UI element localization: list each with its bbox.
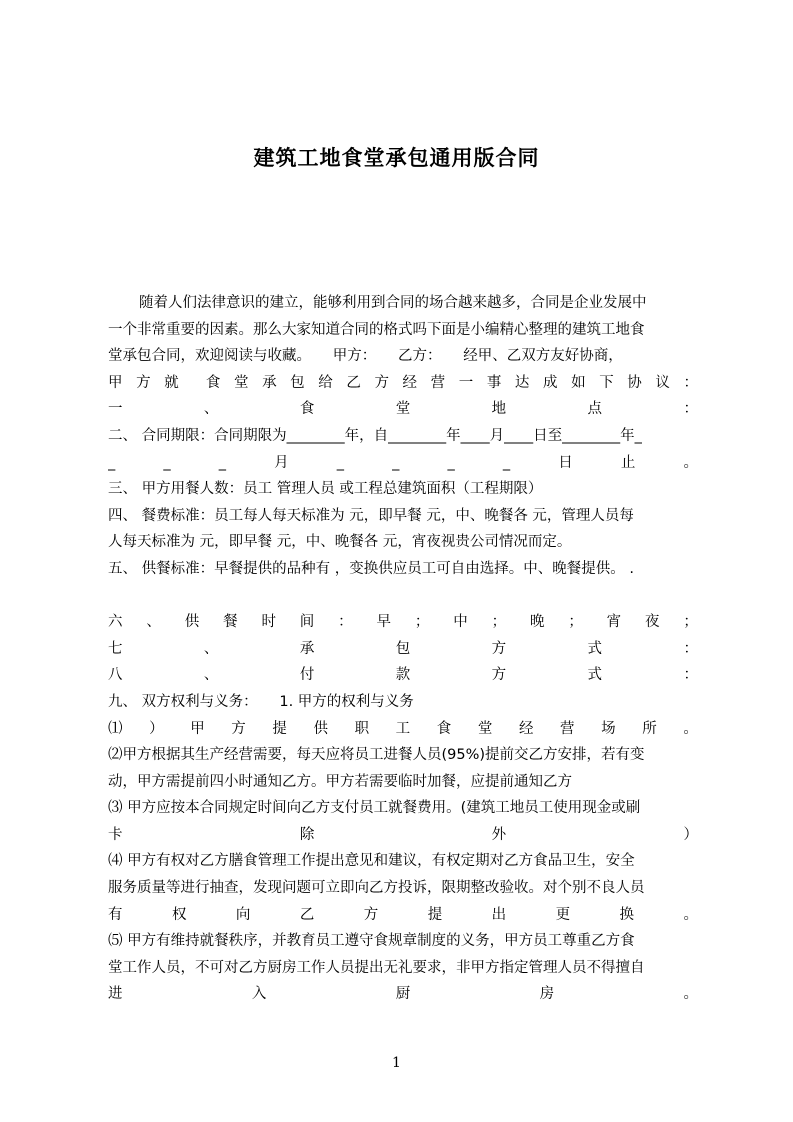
spread-char: 堂: [395, 401, 411, 418]
spread-char: 外: [491, 826, 507, 843]
spread-char: ；: [491, 614, 507, 631]
spread-char: 式: [587, 640, 603, 657]
spread-char: 点: [587, 401, 603, 418]
justified-line: [108, 981, 698, 1008]
spread-char: 向: [235, 906, 251, 923]
spread-char: 食: [205, 374, 221, 391]
text-line: ⑵甲方根据其生产经营需要，每天应将员工进餐人员(95%)提前交乙方安排，若有变: [108, 747, 645, 764]
spread-char: 、: [146, 614, 161, 631]
spread-char: 中: [453, 614, 468, 631]
spread-char: 方: [231, 720, 246, 737]
spread-char: 堂: [477, 720, 493, 737]
justified-line: [108, 822, 698, 849]
spread-char: 给: [318, 374, 333, 391]
spread-char: 乙: [346, 374, 361, 391]
spread-char: 地: [491, 401, 507, 418]
spread-char: 房: [539, 986, 555, 1003]
spread-char: 。: [683, 720, 698, 737]
justified-line: [108, 902, 698, 929]
spread-char: 方: [136, 374, 151, 391]
spread-char: 月: [274, 454, 289, 471]
spread-char: 成: [543, 374, 558, 391]
spread-char: 营: [430, 374, 446, 391]
spread-char: 包: [290, 374, 305, 391]
spread-char: 有: [108, 906, 123, 923]
spread-char: 间: [299, 614, 315, 631]
spread-char: 除: [299, 826, 315, 843]
spread-char: 厨: [395, 986, 411, 1003]
spread-char: 宵: [606, 614, 622, 631]
spread-char: _: [447, 454, 455, 471]
spread-char: 、: [203, 640, 219, 657]
spread-char: 付: [299, 667, 315, 684]
text-line: ⑷ 甲方有权对乙方膳食管理工作提出意见和建议，有权定期对乙方食品卫生，安全: [108, 853, 635, 870]
justified-line: [108, 450, 698, 477]
spread-char: ；: [683, 614, 698, 631]
spread-char: 一: [108, 401, 123, 418]
spread-char: 款: [395, 667, 411, 684]
text-line: 三、 甲方用餐人数：员工 管理人员 或工程总建筑面积（工程期限）: [108, 481, 543, 498]
spread-char: 七: [108, 640, 123, 657]
spread-char: ；: [568, 614, 583, 631]
spread-char: 食: [436, 720, 452, 737]
text-line: 动，甲方需提前四小时通知乙方。甲方若需要临时加餐，应提前通知乙方: [108, 773, 572, 790]
spread-char: 入: [251, 986, 267, 1003]
blank-line: [108, 583, 698, 610]
spread-char: 甲: [108, 374, 123, 391]
spread-char: 经: [402, 374, 418, 391]
spread-char: 食: [299, 401, 315, 418]
justified-line: [108, 662, 698, 689]
text-line: 随着人们法律意识的建立，能够利用到合同的场合越来越多，合同是企业发展中: [139, 295, 647, 311]
spread-char: 就: [164, 374, 179, 391]
spread-char: 达: [514, 374, 530, 391]
document-body: [108, 290, 698, 1008]
spread-char: 、: [203, 667, 219, 684]
spread-char: _: [163, 454, 171, 471]
text-line: 人每天标准为 元，即早餐 元，中、晚餐各 元，宵夜视贵公司情况而定。: [108, 534, 572, 551]
spread-char: 如: [571, 374, 586, 391]
spread-char: 日: [558, 454, 573, 471]
spread-char: 承: [299, 640, 315, 657]
spread-char: 堂: [233, 374, 249, 391]
spread-char: 经: [518, 720, 534, 737]
spread-char: 提: [272, 720, 287, 737]
spread-char: 止: [620, 454, 636, 471]
spread-char: 包: [395, 640, 411, 657]
spread-char: 工: [395, 720, 411, 737]
spread-char: 餐: [223, 614, 238, 631]
spread-char: 甲: [190, 720, 205, 737]
text-line: ⑶ 甲方应按本合同规定时间向乙方支付员工就餐费用。(建筑工地员工使用现金或刷: [108, 800, 641, 817]
spread-char: ；: [414, 614, 430, 631]
page-number: 1: [392, 1055, 401, 1071]
spread-char: 方: [491, 640, 507, 657]
text-line: 堂工作人员，不可对乙方厨房工作人员提出无礼要求，非甲方指定管理人员不得擅自: [108, 959, 645, 976]
spread-char: 卡: [108, 826, 123, 843]
text-line: 二、 合同期限：合同期限为________年，自________年____月____日至________年_: [108, 427, 642, 444]
spread-char: 。: [683, 986, 698, 1003]
spread-char: 供: [313, 720, 328, 737]
spread-char: ）: [149, 720, 164, 737]
spread-char: 营: [560, 720, 575, 737]
spread-char: 夜: [645, 614, 660, 631]
spread-char: _: [336, 454, 344, 471]
spread-char: 方: [363, 906, 379, 923]
spread-char: 出: [491, 906, 507, 923]
spread-char: 八: [108, 667, 123, 684]
spread-char: 换: [619, 906, 634, 923]
spread-char: _: [392, 454, 400, 471]
spread-char: 事: [486, 374, 502, 391]
spread-char: 职: [354, 720, 370, 737]
justified-line: [108, 716, 698, 743]
spread-char: 早: [376, 614, 392, 631]
spread-char: ⑴: [108, 720, 123, 737]
spread-char: ：: [683, 401, 698, 418]
spread-char: 方: [374, 374, 389, 391]
spread-char: 乙: [299, 906, 315, 923]
spread-char: 承: [262, 374, 277, 391]
justified-line: [108, 396, 698, 423]
spread-char: ：: [338, 614, 353, 631]
text-line: 九、 双方权利与义务： 1. 甲方的权利与义务: [108, 693, 414, 710]
justified-line: [108, 609, 698, 636]
spread-char: 方: [491, 667, 507, 684]
text-line: 五、 供餐标准：早餐提供的品种有 ，变换供应员工可自由选择。中、晚餐提供。 .: [108, 560, 634, 577]
text-line: 服务质量等进行抽查，发现问题可立即向乙方投诉，限期整改验收。对个别不良人员: [108, 880, 645, 897]
spread-char: 提: [427, 906, 443, 923]
spread-char: 协: [627, 374, 642, 391]
spread-char: 供: [184, 614, 200, 631]
spread-char: 、: [203, 401, 219, 418]
spread-char: 六: [108, 614, 123, 631]
text-line: 一个非常重要的因素。那么大家知道合同的格式吗下面是小编精心整理的建筑工地食: [108, 321, 645, 338]
text-line: ⑸ 甲方有维持就餐秩序，并教育员工遵守食规章制度的义务，甲方员工尊重乙方食: [108, 933, 635, 950]
spread-char: _: [502, 454, 511, 471]
text-line: 堂承包合同，欢迎阅读与收藏。 甲方： 乙方： 经甲、乙双方友好协商，: [108, 348, 623, 365]
spread-char: 权: [171, 906, 187, 923]
spread-char: 时: [261, 614, 276, 631]
spread-char: ：: [683, 640, 698, 657]
text-line: 四、 餐费标准：员工每人每天标准为 元，即早餐 元，中、晚餐各 元，管理人员每: [108, 507, 634, 524]
spread-char: 进: [108, 986, 123, 1003]
spread-char: ：: [683, 667, 698, 684]
justified-line: [108, 370, 698, 397]
spread-char: 所: [642, 720, 657, 737]
spread-char: ：: [683, 374, 698, 391]
justified-line: [108, 636, 698, 663]
spread-char: 。: [683, 454, 698, 471]
spread-char: 。: [683, 906, 698, 923]
spread-char: 议: [655, 374, 670, 391]
document-title: 建筑工地食堂承包通用版合同: [253, 146, 540, 170]
spread-char: 式: [587, 667, 603, 684]
spread-char: 更: [555, 906, 571, 923]
spread-char: _: [108, 454, 116, 471]
spread-char: 一: [458, 374, 474, 391]
spread-char: ）: [683, 826, 698, 843]
spread-char: _: [218, 454, 226, 471]
spread-char: 晚: [529, 614, 545, 631]
spread-char: 下: [599, 374, 614, 391]
spread-char: 场: [601, 720, 616, 737]
